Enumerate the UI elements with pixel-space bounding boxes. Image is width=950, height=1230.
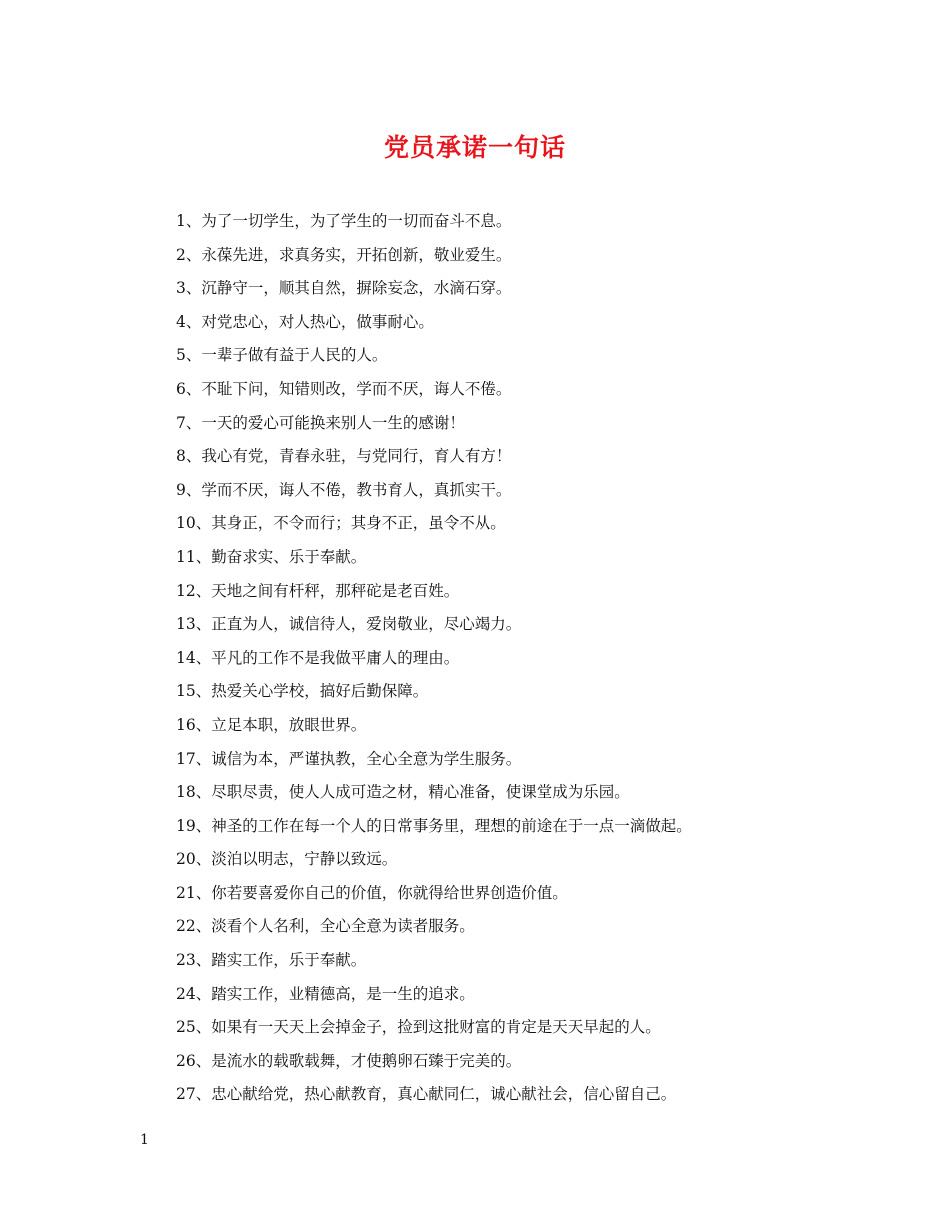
pledge-line: 6、不耻下问，知错则改，学而不厌，诲人不倦。 (176, 379, 512, 398)
pledge-line: 26、是流水的载歌载舞，才使鹅卵石臻于完美的。 (176, 1051, 522, 1070)
pledge-line: 10、其身正，不令而行；其身不正，虽令不从。 (176, 514, 506, 533)
pledge-line: 20、淡泊以明志，宁静以致远。 (176, 850, 398, 869)
pledge-line: 8、我心有党，青春永驻，与党同行，育人有方！ (176, 447, 512, 466)
pledge-line: 15、热爱关心学校，搞好后勤保障。 (176, 682, 429, 701)
pledge-line: 5、一辈子做有益于人民的人。 (176, 346, 388, 365)
pledge-line: 7、一天的爱心可能换来别人一生的感谢！ (176, 413, 465, 432)
pledge-line: 4、对党忠心，对人热心，做事耐心。 (176, 312, 434, 331)
pledge-line: 16、立足本职，放眼世界。 (176, 715, 367, 734)
pledge-line: 1、为了一切学生，为了学生的一切而奋斗不息。 (176, 212, 512, 230)
pledge-list (176, 205, 692, 1112)
pledge-line: 21、你若要喜爱你自己的价值，你就得给世界创造价值。 (176, 883, 568, 902)
pledge-line: 24、踏实工作，业精德高，是一生的追求。 (176, 984, 475, 1003)
pledge-line: 18、尽职尽责，使人人成可造之材，精心准备，使课堂成为乐园。 (176, 783, 630, 802)
pledge-line: 3、沉静守一，顺其自然，摒除妄念，水滴石穿。 (176, 279, 512, 298)
pledge-line: 14、平凡的工作不是我做平庸人的理由。 (176, 648, 460, 667)
pledge-line: 13、正直为人，诚信待人，爱岗敬业，尽心竭力。 (176, 615, 522, 634)
pledge-line: 22、淡看个人名利，全心全意为读者服务。 (176, 917, 475, 936)
pledge-line: 2、永葆先进，求真务实，开拓创新，敬业爱生。 (176, 245, 512, 264)
page-number: 1 (140, 1132, 149, 1148)
pledge-line: 23、踏实工作，乐于奉献。 (176, 951, 367, 970)
pledge-line: 9、学而不厌，诲人不倦，教书育人，真抓实干。 (176, 480, 512, 499)
document-title: 党员承诺一句话 (383, 133, 566, 162)
pledge-line: 19、神圣的工作在每一个人的日常事务里，理想的前途在于一点一滴做起。 (176, 816, 692, 835)
pledge-line: 12、天地之间有杆秤，那秤砣是老百姓。 (176, 581, 460, 600)
pledge-line: 27、忠心献给党，热心献教育，真心献同仁，诚心献社会，信心留自己。 (176, 1085, 677, 1104)
pledge-line: 11、勤奋求实、乐于奉献。 (176, 547, 367, 566)
pledge-line: 25、如果有一天天上会掉金子，捡到这批财富的肯定是天天早起的人。 (176, 1018, 661, 1037)
pledge-line: 17、诚信为本，严谨执教，全心全意为学生服务。 (176, 749, 522, 768)
